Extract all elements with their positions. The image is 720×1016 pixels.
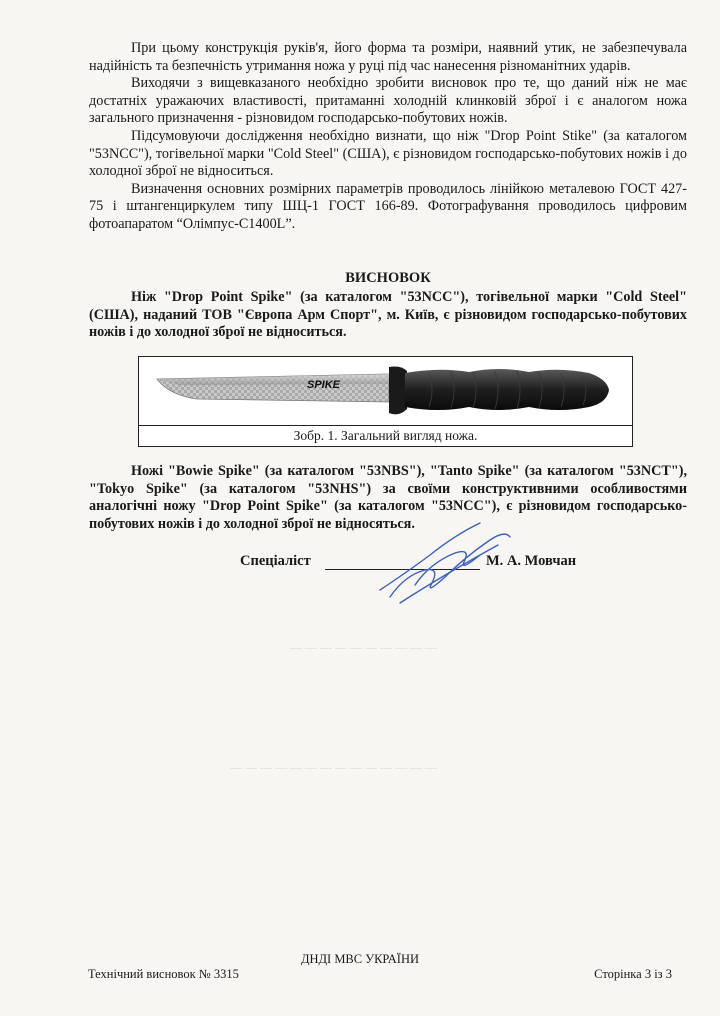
signer-role: Спеціаліст	[240, 553, 311, 569]
body-paragraph-2: Виходячи з вищевказаного необхідно зробити висновок про те, що даний ніж не має достатніх уражаючих властивості, притаманні холодній клинковій зброї і є аналогом ножа загального призначення - різновидом господарсько-побутових ножів.	[89, 75, 687, 127]
conclusion-block	[89, 289, 687, 342]
footer-institution: ДНДІ МВС УКРАЇНИ	[300, 952, 420, 966]
handwritten-signature	[370, 515, 520, 605]
body-text	[89, 40, 687, 234]
body-paragraph-1: При цьому конструкція руків'я, його форма та розміри, наявний утик, не забезпечувала надійність та безпечність утримання ножа у руці під час нанесення різноманітних ударів.	[89, 40, 687, 74]
second-conclusion-text: Ножі "Bowie Spike" (за каталогом "53NBS"), "Tanto Spike" (за каталогом "53NCT"), "Tokyo Spike" (за каталогом "53NHS") за своїми конструктивними особливостями аналогічні ножу "Drop Point Spike" (за каталогом "53NCC"), є різновидом господарсько-побутових ножів і до холодної зброї не відносяться.	[89, 463, 687, 532]
footer-page-number: Сторінка 3 із 3	[594, 967, 672, 981]
bleed-through-mark: — — — — — — — — — —	[290, 640, 437, 654]
conclusion-heading: ВИСНОВОК	[345, 270, 431, 286]
figure-caption: Зобр. 1. Загальний вигляд ножа.	[293, 428, 478, 443]
knife-photo	[139, 357, 632, 426]
footer-report-number: Технічний висновок № 3315	[88, 967, 239, 981]
signer-name: М. А. Мовчан	[486, 553, 577, 569]
knife-figure	[138, 356, 633, 447]
body-paragraph-4: Визначення основних розмірних параметрів проводилось лінійкою металевою ГОСТ 427-75 і штангенциркулем типу ШЦ-1 ГОСТ 166-89. Фотографування проводилось цифровим фотоапаратом “Олімпус-С1400L”.	[89, 180, 687, 232]
blade-logo: SPIKE	[307, 379, 341, 391]
knife-guard	[389, 367, 407, 415]
knife-handle	[405, 369, 609, 410]
bleed-through-mark: — — — — — — — — — — — — — —	[230, 760, 437, 774]
knife-illustration	[139, 357, 632, 425]
body-paragraph-3: Підсумовуючи дослідження необхідно визнати, що ніж "Drop Point Stike" (за каталогом "53NCC"), тогівельної марки "Cold Steel" (США), є різновидом господарсько-побутових ножів і до холодної зброї не відноситься.	[89, 127, 687, 180]
conclusion-text: Ніж "Drop Point Spike" (за каталогом "53NCC"), тогівельної марки "Cold Steel" (США), наданий ТОВ "Європа Арм Спорт", м. Київ, є різновидом господарсько-побутових ножів і до холодної зброї не відноситься.	[89, 289, 687, 341]
